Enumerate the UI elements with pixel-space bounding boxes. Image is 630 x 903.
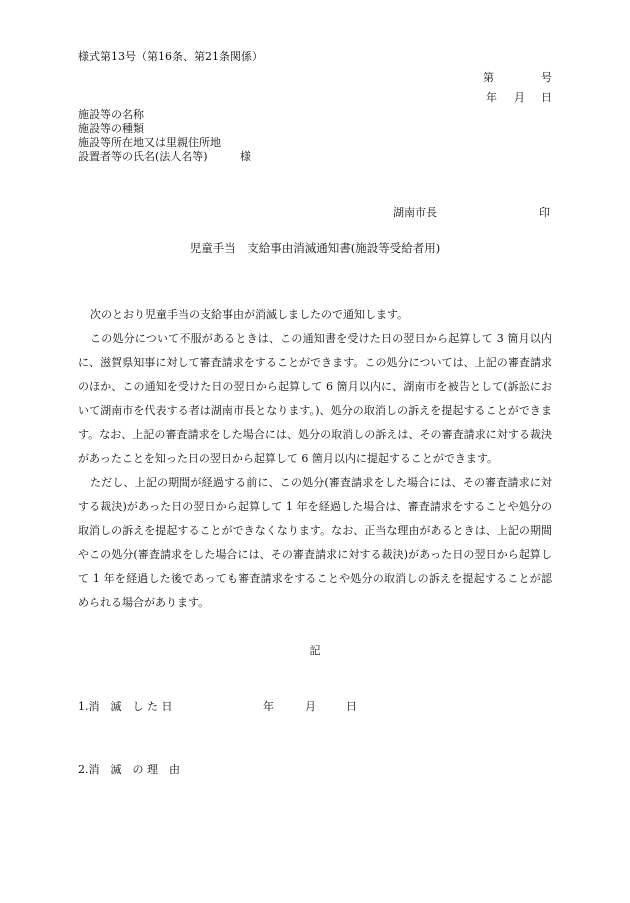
date-year: 年 <box>486 91 497 104</box>
item1-month: 月 <box>305 700 316 713</box>
body-paragraph-1: 次のとおり児童手当の支給事由が消滅しましたので通知します。 <box>90 308 409 321</box>
recipient-facility-name: 施設等の名称 <box>78 108 144 121</box>
recipient-owner-name: 設置者等の氏名(法人名等) <box>78 150 208 163</box>
date-day: 日 <box>541 91 552 104</box>
recipient-facility-type: 施設等の種類 <box>78 122 144 135</box>
item2-label: 2.消 滅 の 理 由 <box>78 763 180 776</box>
item1-day: 日 <box>346 700 357 713</box>
number-prefix: 第 <box>483 71 494 84</box>
body-paragraph-2: この処分について不服があるときは、この通知書を受けた日の翌日から起算して 3 箇月以内に、滋賀県知事に対して審査請求をすることができます。この処分については、上記の審査請求のほか、この通知を受けた日の翌日から起算して 6 箇月以内に、湖南市を被告として(訴訟において湖南市を代表する者は湖南市長となります。)、処分の取消しの訴えを提起することができます。なお、上記の審査請求をした場合には、処分の取消しの訴えは、その審査請求に対する裁決があったことを知った日の翌日から起算して 6 箇月以内に提起することができます。 <box>78 332 552 465</box>
date-month: 月 <box>514 91 525 104</box>
issuer-seal: 印 <box>539 206 550 219</box>
number-suffix: 号 <box>541 71 552 84</box>
form-reference: 様式第13号（第16条、第21条関係） <box>78 50 263 63</box>
document-title: 児童手当 支給事由消滅通知書(施設等受給者用) <box>189 241 441 255</box>
recipient-address: 施設等所在地又は里親住所地 <box>78 136 221 149</box>
item1-year: 年 <box>263 700 274 713</box>
notation-mark: 記 <box>309 644 321 657</box>
issuer-name: 湖南市長 <box>393 206 437 219</box>
recipient-honorific: 様 <box>240 150 251 163</box>
body-paragraph-3: ただし、上記の期間が経過する前に、この処分(審査請求をした場合には、その審査請求に対する裁決)があった日の翌日から起算して 1 年を経過した場合は、審査請求をすることや処分の取消しの訴えを提起することができなくなります。なお、正当な理由があるときは、上記の期間やこの処分(審査請求をした場合には、その審査請求に対する裁決)があった日の翌日から起算して 1 年を経過した後であっても審査請求をすることや処分の取消しの訴えを提起することが認められる場合があります。 <box>78 476 552 609</box>
item1-label: 1.消 滅 し た 日 <box>78 700 173 713</box>
